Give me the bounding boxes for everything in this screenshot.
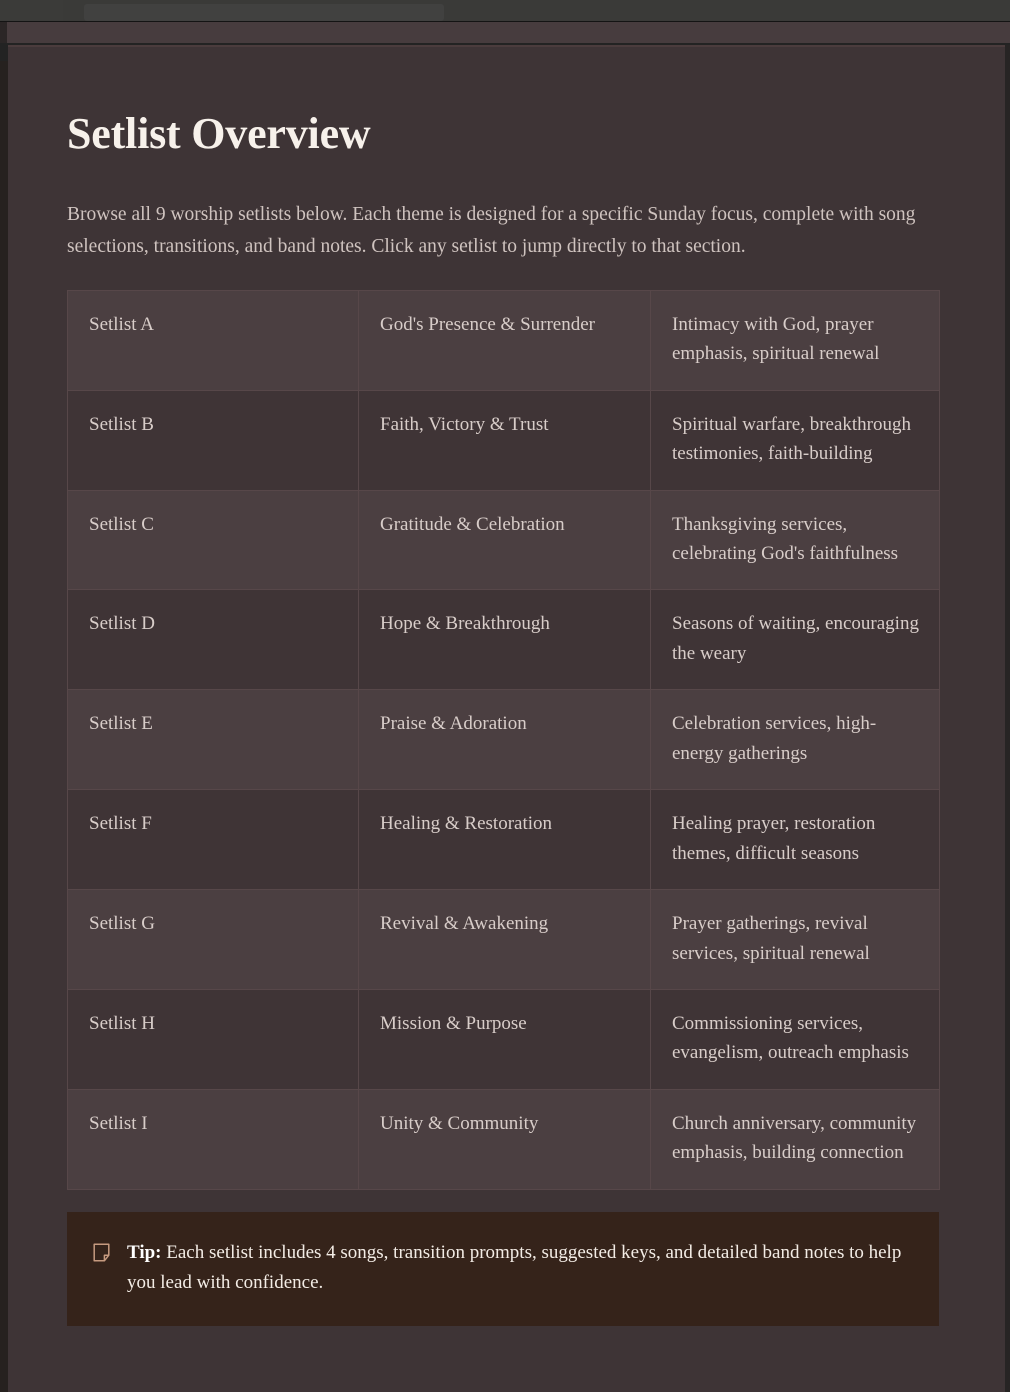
tip-text [127,1238,911,1298]
table-cell-theme: Hope & Breakthrough [359,590,651,690]
table-cell-id: Setlist B [68,390,359,490]
table-cell-theme: Revival & Awakening [359,890,651,990]
table-cell-id: Setlist E [68,690,359,790]
table-row[interactable] [68,290,940,390]
table-cell-focus: Thanksgiving services, celebrating God's faithfulness [651,490,940,590]
tip-body: Each setlist includes 4 songs, transition prompts, suggested keys, and detailed band notes to help you lead with confidence. [127,1241,902,1293]
table-cell-id: Setlist D [68,590,359,690]
table-cell-focus: Spiritual warfare, breakthrough testimonies, faith-building [651,390,940,490]
table-cell-id: Setlist I [68,1089,359,1189]
table-cell-focus: Healing prayer, restoration themes, difficult seasons [651,790,940,890]
table-cell-id: Setlist C [68,490,359,590]
browser-tab-strip [0,0,1010,21]
tip-label: Tip: [127,1241,162,1263]
table-cell-theme: Faith, Victory & Trust [359,390,651,490]
setlist-table-body [68,290,940,1189]
page-top-sliver [0,22,1010,43]
table-cell-focus: Prayer gatherings, revival services, spiritual renewal [651,890,940,990]
table-row[interactable] [68,690,940,790]
table-cell-id: Setlist A [68,290,359,390]
page-intro-paragraph: Browse all 9 worship setlists below. Each theme is designed for a specific Sunday focus, complete with song selections, transitions, and band notes. Click any setlist to jump directly to that section. [67,204,916,258]
table-cell-id: Setlist F [68,790,359,890]
table-row[interactable] [68,490,940,590]
browser-address-bar[interactable] [84,4,444,21]
table-cell-theme: God's Presence & Surrender [359,290,651,390]
sticky-note-icon [93,1243,110,1262]
page-right-rail [1005,45,1010,1392]
table-cell-focus: Commissioning services, evangelism, outreach emphasis [651,989,940,1089]
table-row[interactable] [68,890,940,990]
table-row[interactable] [68,590,940,690]
table-cell-focus: Seasons of waiting, encouraging the weary [651,590,940,690]
table-row[interactable] [68,989,940,1089]
table-cell-theme: Healing & Restoration [359,790,651,890]
browser-tab[interactable] [0,0,63,21]
table-cell-focus: Church anniversary, community emphasis, building connection [651,1089,940,1189]
page-top-sliver-edge [0,22,7,43]
table-cell-id: Setlist G [68,890,359,990]
table-row[interactable] [68,790,940,890]
content-column [67,47,947,1326]
page-title: Setlist Overview [67,109,371,158]
table-cell-theme: Praise & Adoration [359,690,651,790]
table-cell-theme: Unity & Community [359,1089,651,1189]
table-cell-id: Setlist H [68,989,359,1089]
setlist-overview-table [67,290,940,1190]
table-cell-theme: Mission & Purpose [359,989,651,1089]
table-cell-theme: Gratitude & Celebration [359,490,651,590]
tip-callout [67,1212,939,1326]
table-row[interactable] [68,1089,940,1189]
table-cell-focus: Intimacy with God, prayer emphasis, spiritual renewal [651,290,940,390]
page-surface [8,45,1005,1392]
table-row[interactable] [68,390,940,490]
table-cell-focus: Celebration services, high-energy gatherings [651,690,940,790]
